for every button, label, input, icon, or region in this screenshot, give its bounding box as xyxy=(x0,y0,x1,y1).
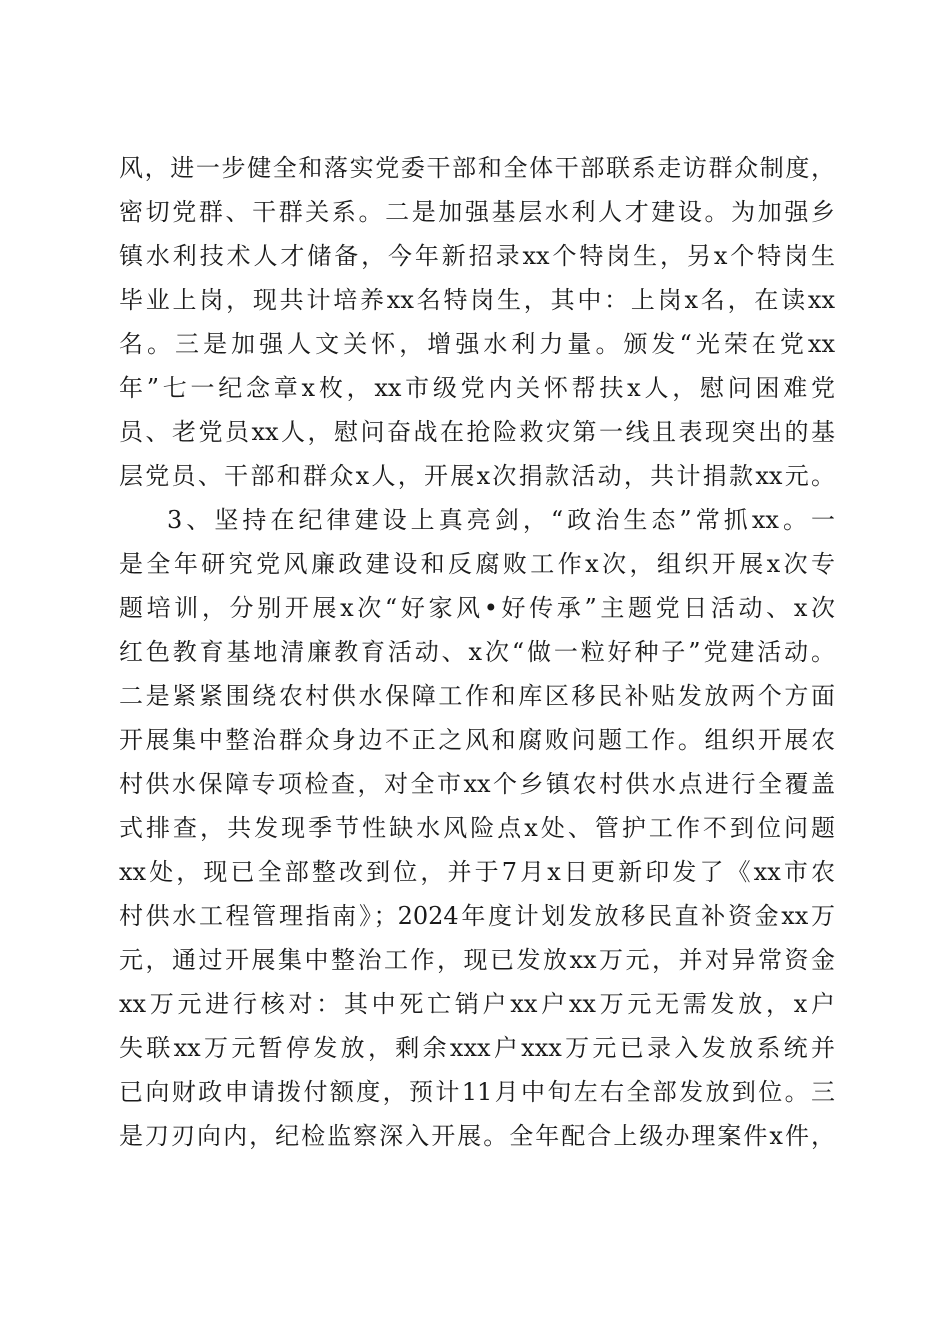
text-line: 密切党群、干群关系。二是加强基层水利人才建设。为加强乡 xyxy=(119,198,835,226)
text-line: 是全年研究党风廉政建设和反腐败工作x次，组织开展x次专 xyxy=(119,550,835,578)
text-line: 年”七一纪念章x枚，xx市级党内关怀帮扶x人，慰问困难党 xyxy=(119,374,835,402)
paragraph-heading-line: 3、坚持在纪律建设上真亮剑，“政治生态”常抓xx。一 xyxy=(167,506,835,534)
text-line: 式排查，共发现季节性缺水风险点x处、管护工作不到位问题 xyxy=(119,814,835,842)
text-line: 失联xx万元暂停发放，剩余xxx户xxx万元已录入发放系统并 xyxy=(119,1034,835,1062)
text-line: 镇水利技术人才储备，今年新招录xx个特岗生，另x个特岗生 xyxy=(119,242,835,270)
text-line: 名。三是加强人文关怀，增强水利力量。颁发“光荣在党xx xyxy=(119,330,835,358)
text-line: 红色教育基地清廉教育活动、x次“做一粒好种子”党建活动。 xyxy=(119,638,835,666)
text-line: xx处，现已全部整改到位，并于7月x日更新印发了《xx市农 xyxy=(119,858,835,886)
text-line: 员、老党员xx人，慰问奋战在抢险救灾第一线且表现突出的基 xyxy=(119,418,835,446)
text-line: 村供水保障专项检查，对全市xx个乡镇农村供水点进行全覆盖 xyxy=(119,770,835,798)
text-line: 开展集中整治群众身边不正之风和腐败问题工作。组织开展农 xyxy=(119,726,835,754)
text-line: 二是紧紧围绕农村供水保障工作和库区移民补贴发放两个方面 xyxy=(119,682,835,710)
text-line: 是刀刃向内，纪检监察深入开展。全年配合上级办理案件x件， xyxy=(119,1122,835,1150)
text-line: 题培训，分别开展x次“好家风•好传承”主题党日活动、x次 xyxy=(119,594,835,622)
text-line: 村供水工程管理指南》；2024年度计划发放移民直补资金xx万 xyxy=(119,902,835,930)
text-line: 毕业上岗，现共计培养xx名特岗生，其中：上岗x名，在读xx xyxy=(119,286,835,314)
text-line: 风，进一步健全和落实党委干部和全体干部联系走访群众制度， xyxy=(119,154,835,182)
text-line: 已向财政申请拨付额度，预计11月中旬左右全部发放到位。三 xyxy=(119,1078,835,1106)
text-line: xx万元进行核对：其中死亡销户xx户xx万元无需发放，x户 xyxy=(119,990,835,1018)
text-line: 层党员、干部和群众x人，开展x次捐款活动，共计捐款xx元。 xyxy=(119,462,835,490)
text-line: 元，通过开展集中整治工作，现已发放xx万元，并对异常资金 xyxy=(119,946,835,974)
